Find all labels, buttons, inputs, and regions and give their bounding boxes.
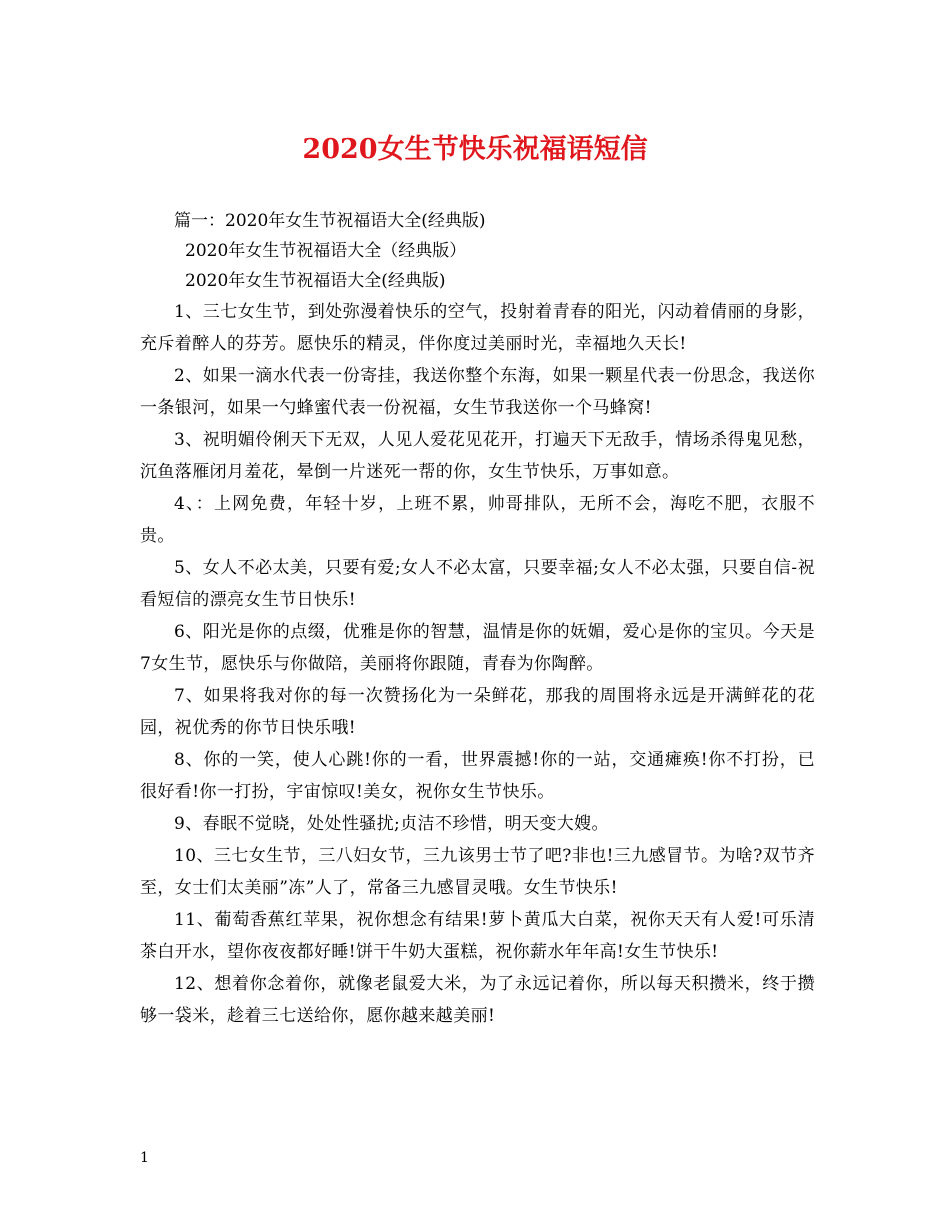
paragraph-3: 3、祝明媚伶俐天下无双，人见人爱花见花开，打遍天下无敌手，情场杀得鬼见愁，沉鱼落雁闭月羞花，晕倒一片迷死一帮的你，女生节快乐，万事如意。 xyxy=(140,430,815,482)
paragraph-2: 2、如果一滴水代表一份寄挂，我送你整个东海，如果一颗星代表一份思念，我送你一条银河，如果一勺蜂蜜代表一份祝福，女生节我送你一个马蜂窝! xyxy=(140,366,815,418)
paragraph-1: 1、三七女生节，到处弥漫着快乐的空气，投射着青春的阳光，闪动着倩丽的身影，充斥着醉人的芬芳。愿快乐的精灵，伴你度过美丽时光，幸福地久天长! xyxy=(140,302,815,354)
document-title: 2020女生节快乐祝福语短信 xyxy=(302,134,648,165)
paragraph-10: 10、三七女生节，三八妇女节，三九该男士节了吧?非也!三九感冒节。为啥?双节齐至，女士们太美丽”冻”人了，常备三九感冒灵哦。女生节快乐! xyxy=(140,846,815,898)
page-number: 1 xyxy=(140,1150,149,1166)
paragraph-11: 11、葡萄香蕉红苹果，祝你想念有结果!萝卜黄瓜大白菜，祝你天天有人爱!可乐清茶白开水，望你夜夜都好睡!饼干牛奶大蛋糕，祝你薪水年年高!女生节快乐! xyxy=(140,910,815,962)
paragraph-6: 6、阳光是你的点缀，优雅是你的智慧，温情是你的妩媚，爱心是你的宝贝。今天是7女生节，愿快乐与你做陪，美丽将你跟随，青春为你陶醉。 xyxy=(140,622,815,674)
section-heading: 篇一：2020年女生节祝福语大全(经典版) xyxy=(174,211,486,231)
subheading-2: 2020年女生节祝福语大全(经典版) xyxy=(185,271,446,291)
subheading-1: 2020年女生节祝福语大全（经典版） xyxy=(185,241,467,261)
paragraph-5: 5、女人不必太美，只要有爱;女人不必太富，只要幸福;女人不必太强，只要自信-祝看短信的漂亮女生节日快乐! xyxy=(140,558,815,610)
paragraph-12: 12、想着你念着你，就像老鼠爱大米，为了永远记着你，所以每天积攒米，终于攒够一袋米，趁着三七送给你，愿你越来越美丽! xyxy=(140,974,815,1026)
document-body xyxy=(140,206,815,1032)
paragraph-4: 4、：上网免费，年轻十岁，上班不累，帅哥排队，无所不会，海吃不肥，衣服不贵。 xyxy=(140,494,815,546)
paragraph-8: 8、你的一笑，使人心跳!你的一看，世界震撼!你的一站，交通瘫痪!你不打扮，已很好看!你一打扮，宇宙惊叹!美女，祝你女生节快乐。 xyxy=(140,750,815,802)
paragraph-7: 7、如果将我对你的每一次赞扬化为一朵鲜花，那我的周围将永远是开满鲜花的花园，祝优秀的你节日快乐哦! xyxy=(140,686,815,738)
paragraph-9: 9、春眠不觉晓，处处性骚扰;贞洁不珍惜，明天变大嫂。 xyxy=(174,814,609,834)
